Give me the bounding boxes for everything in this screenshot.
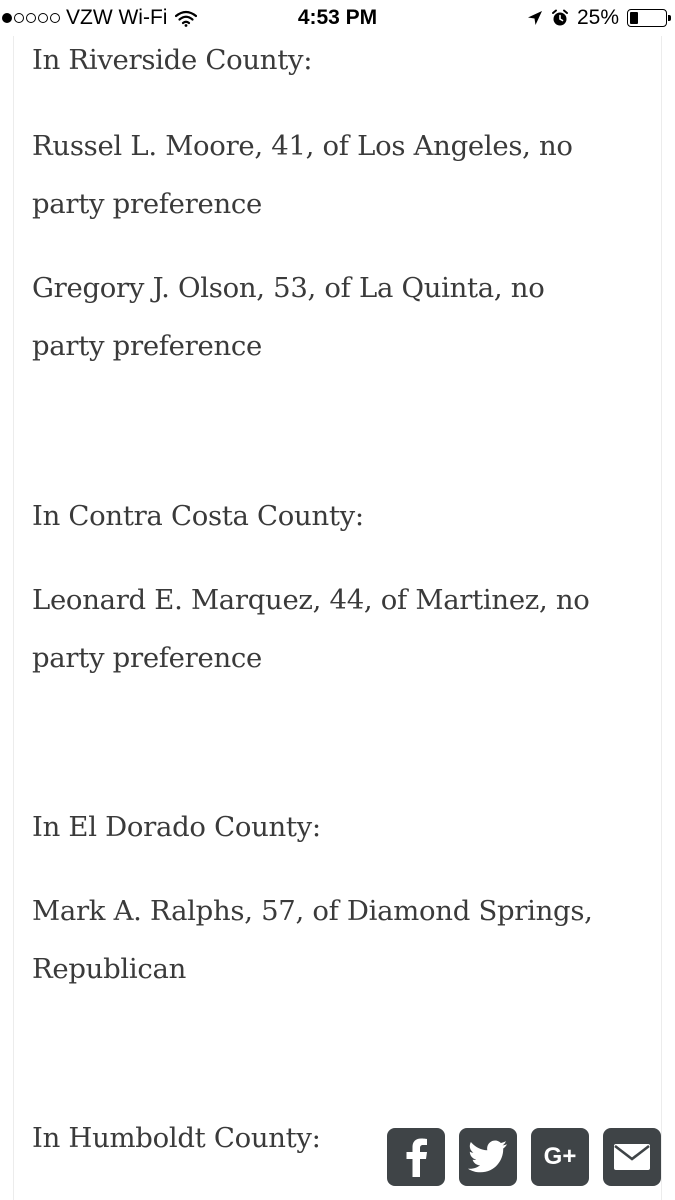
battery-nub <box>668 15 671 21</box>
google-plus-share-button[interactable] <box>531 1128 589 1186</box>
twitter-bird-icon <box>468 1140 508 1174</box>
email-share-button[interactable] <box>603 1128 661 1186</box>
candidate-line: party preference <box>32 642 262 674</box>
article-frame-right-border <box>661 0 662 1200</box>
status-bar <box>0 0 675 36</box>
county-heading-contra-costa: In Contra Costa County: <box>32 500 364 532</box>
candidate-line: Gregory J. Olson, 53, of La Quinta, no <box>32 272 545 304</box>
county-heading-humboldt: In Humboldt County: <box>32 1122 321 1154</box>
county-heading-el-dorado: In El Dorado County: <box>32 811 321 843</box>
county-heading-riverside: In Riverside County: <box>32 44 313 76</box>
alarm-clock-icon <box>551 9 569 27</box>
candidate-line: Republican <box>32 953 186 985</box>
candidate-line: party preference <box>32 330 262 362</box>
share-bar <box>387 1128 661 1186</box>
battery-percent: 25% <box>576 6 619 29</box>
facebook-icon <box>401 1137 431 1177</box>
candidate-line: Leonard E. Marquez, 44, of Martinez, no <box>32 584 590 616</box>
battery-icon <box>627 9 667 27</box>
candidate-line: Mark A. Ralphs, 57, of Diamond Springs, <box>32 895 593 927</box>
candidate-line: Russel L. Moore, 41, of Los Angeles, no <box>32 130 573 162</box>
battery-level-fill <box>630 12 638 24</box>
article-frame-left-border <box>13 0 14 1200</box>
location-arrow-icon <box>527 10 543 26</box>
status-bar-right <box>527 6 667 30</box>
carrier-name: VZW Wi-Fi <box>66 6 168 29</box>
envelope-icon <box>613 1143 651 1171</box>
facebook-share-button[interactable] <box>387 1128 445 1186</box>
google-plus-icon: G+ <box>543 1143 577 1170</box>
twitter-share-button[interactable] <box>459 1128 517 1186</box>
status-time: 4:53 PM <box>297 6 378 29</box>
candidate-line: party preference <box>32 188 262 220</box>
